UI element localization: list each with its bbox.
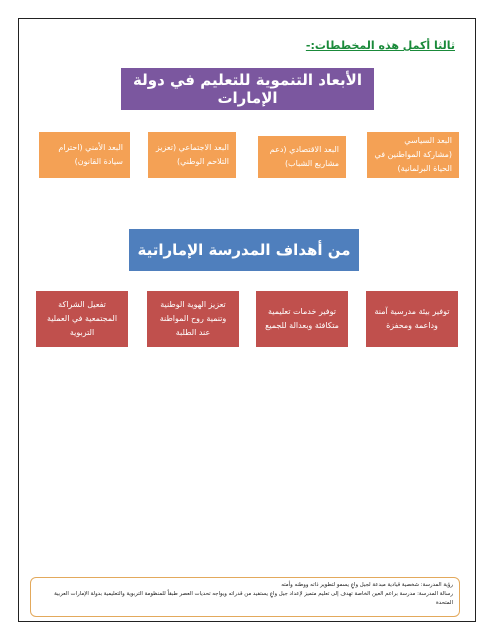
diagram1-box-economic: البعد الاقتصادي (دعم مشاريع الشباب) (258, 136, 346, 178)
footer-vision-mission (30, 577, 460, 617)
diagram2-box-national-identity: تعزيز الهوية الوطنية وتنمية روح المواطنة عند الطلبة (147, 291, 239, 347)
diagram2-title: من أهداف المدرسة الإماراتية (129, 229, 359, 271)
footer-vision: رؤية المدرسة: شخصية قيادية مبدعة لجيل واعٍ يسمو لتطوير ذاته ووطنه وأمته (281, 582, 453, 588)
diagram1-box-social: البعد الاجتماعي (تعزيز التلاحم الوطني) (148, 132, 236, 178)
diagram2-box-community-partnership: تفعيل الشراكة المجتمعية في العملية التربوية (36, 291, 128, 347)
section-title: ثالثا أكمل هذه المخططات:- (305, 39, 455, 52)
diagram1-box-political: البعد السياسي (مشاركة المواطنين في الحياة البرلمانية) (367, 132, 459, 178)
diagram1-box-security: البعد الأمني (احترام سيادة القانون) (39, 132, 130, 178)
diagram2-box-equal-services: توفير خدمات تعليمية متكافئة وبعدالة للجميع (256, 291, 348, 347)
diagram2-box-safe-environment: توفير بيئة مدرسية آمنة وداعمة ومحفزة (366, 291, 458, 347)
diagram1-title: الأبعاد التنموية للتعليم في دولة الإمارات (121, 68, 374, 110)
footer-mission: رسالة المدرسة: مدرسة براعم العين الخاصة تهدف إلى تعليم متميز لإعداد جيل واعٍ يستفيد من قدراته ويواجه تحديات العصر طبقاً للمنظومة التربوية والتعليمية بدولة الإمارات العربية المتحدة (54, 591, 453, 606)
